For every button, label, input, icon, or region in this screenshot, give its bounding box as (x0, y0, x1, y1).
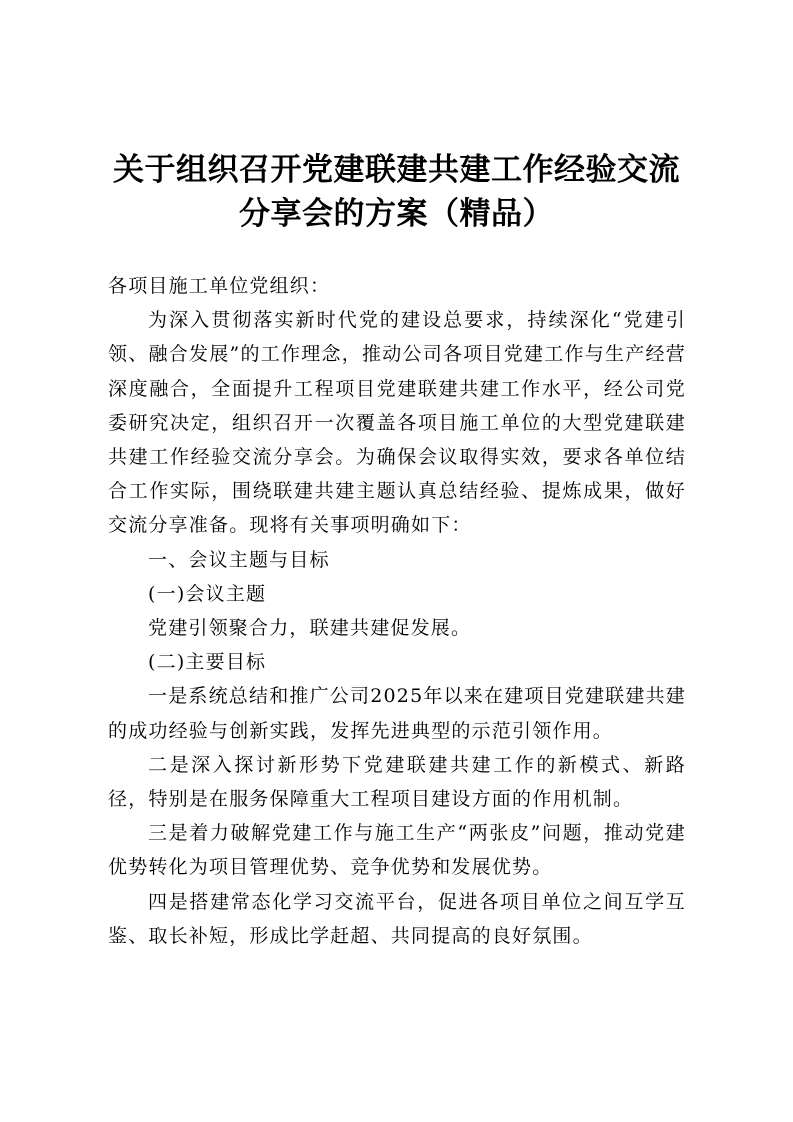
salutation: 各项目施工单位党组织： (108, 275, 331, 297)
subsection-heading-1: (一)会议主题 (148, 582, 267, 605)
section-heading-1: 一、会议主题与目标 (148, 548, 330, 571)
document-body (108, 269, 686, 953)
intro-paragraph: 为深入贯彻落实新时代党的建设总要求，持续深化“党建引领、融合发展”的工作理念，推动公司各项目党建工作与生产经营深度融合，全面提升工程项目党建联建共建工作水平，经公司党委研究决定，组织召开一次覆盖各项目施工单位的大型党建联建共建工作经验交流分享会。为确保会议取得实效，要求各单位结合工作实际，围绕联建共建主题认真总结经验、提炼成果，做好交流分享准备。现将有关事项明确如下： (108, 309, 686, 537)
goal-paragraph-1: 一是系统总结和推广公司2025年以来在建项目党建联建共建的成功经验与创新实践，发挥先进典型的示范引领作用。 (108, 685, 686, 742)
goal-paragraph-3: 三是着力破解党建工作与施工生产“两张皮”问题，推动党建优势转化为项目管理优势、竞争优势和发展优势。 (108, 822, 686, 879)
goal-paragraph-4: 四是搭建常态化学习交流平台，促进各项目单位之间互学互鉴、取长补短，形成比学赶超、共同提高的良好氛围。 (108, 890, 686, 947)
goal-paragraph-2: 二是深入探讨新形势下党建联建共建工作的新模式、新路径，特别是在服务保障重大工程项目建设方面的作用机制。 (108, 753, 686, 811)
document-title (90, 148, 703, 236)
subsection-heading-2: (二)主要目标 (148, 651, 267, 674)
meeting-theme-text: 党建引领聚合力，联建共建促发展。 (148, 617, 472, 640)
title-line-2: 分享会的方案（精品） (239, 196, 554, 232)
title-line-1: 关于组织召开党建联建共建工作经验交流 (113, 152, 680, 188)
